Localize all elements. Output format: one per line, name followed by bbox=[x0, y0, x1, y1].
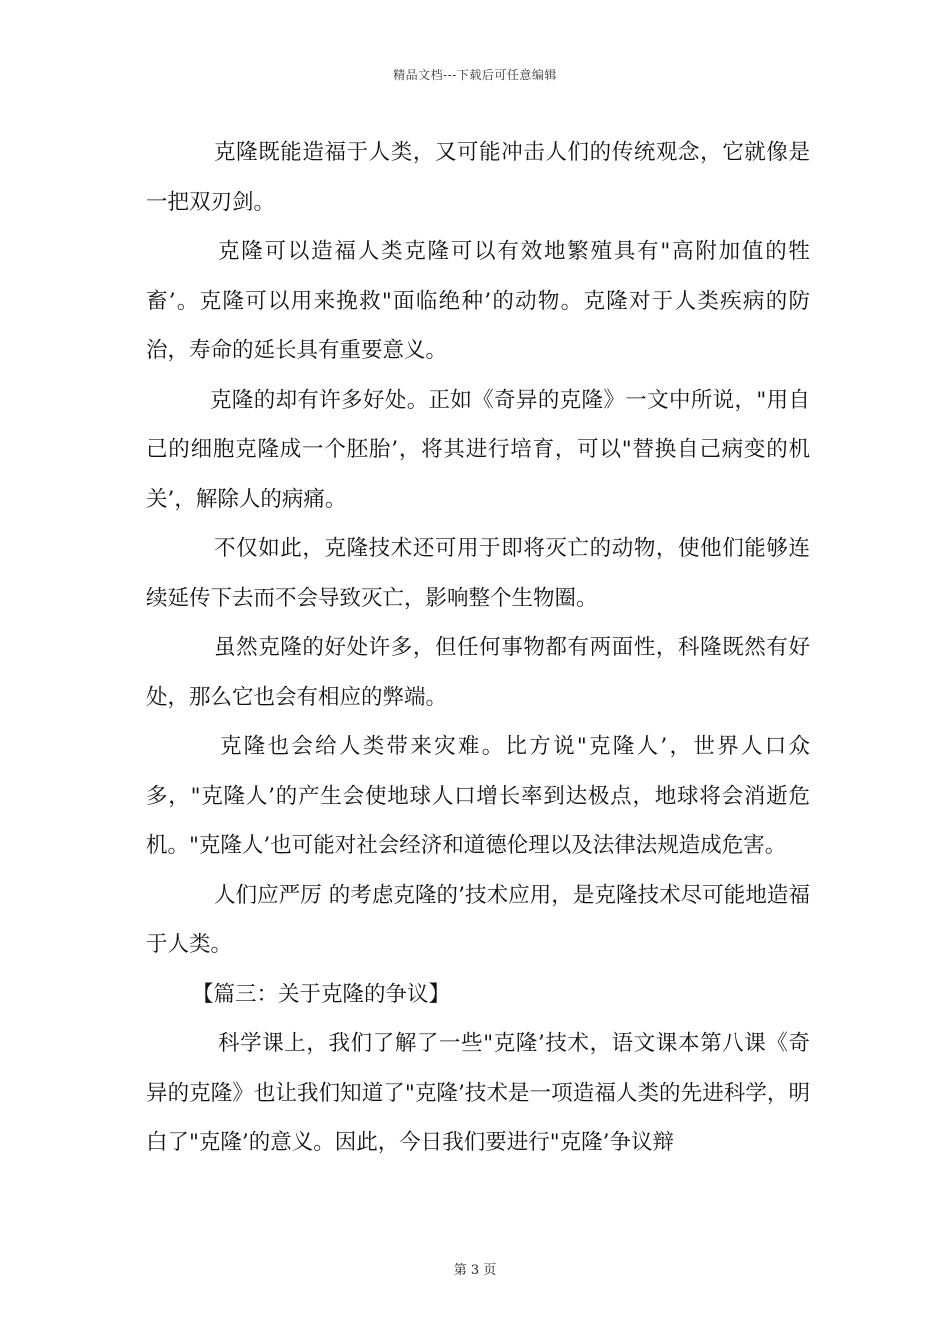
document-body bbox=[146, 128, 810, 1168]
page-number: 第 3 页 bbox=[453, 1263, 497, 1278]
paragraph: 科学课上，我们了解了一些"克隆’技术，语文课本第八课《奇异的克隆》也让我们知道了"克隆’技术是一项造福人类的先进科学，明白了"克隆’的意义。因此，今日我们要进行"克隆’争议辩 bbox=[146, 1031, 810, 1155]
paragraph: 克隆的却有许多好处。正如《奇异的克隆》一文中所说，"用自己的细胞克隆成一个胚胎’，将其进行培育，可以"替换自己病变的机关’，解除人的病痛。 bbox=[146, 387, 810, 512]
section-heading: 【篇三：关于克隆的争议】 bbox=[192, 981, 451, 1007]
paragraph: 人们应严厉 的考虑克隆的’技术应用，是克隆技术尽可能地造福于人类。 bbox=[146, 882, 810, 957]
paragraph: 克隆也会给人类带来灾难。比方说"克隆人’，世界人口众多，"克隆人’的产生会使地球人口增长率到达极点，地球将会消逝危机。"克隆人’也可能对社会经济和道德伦理以及法律法规造成危害。 bbox=[146, 734, 810, 858]
page-header: 精品文档---下载后可任意编辑 bbox=[393, 68, 557, 82]
paragraph: 克隆可以造福人类克隆可以有效地繁殖具有"高附加值的牲畜’。克隆可以用来挽救"面临绝种’的动物。克隆对于人类疾病的防治，寿命的延长具有重要意义。 bbox=[146, 239, 810, 363]
paragraph: 克隆既能造福于人类，又可能冲击人们的传统观念，它就像是一把双刃剑。 bbox=[146, 140, 810, 215]
paragraph: 虽然克隆的好处许多，但任何事物都有两面性，科隆既然有好处，那么它也会有相应的弊端。 bbox=[146, 635, 810, 710]
paragraph: 不仅如此，克隆技术还可用于即将灭亡的动物，使他们能够连续延传下去而不会导致灭亡，影响整个生物圈。 bbox=[146, 536, 810, 611]
